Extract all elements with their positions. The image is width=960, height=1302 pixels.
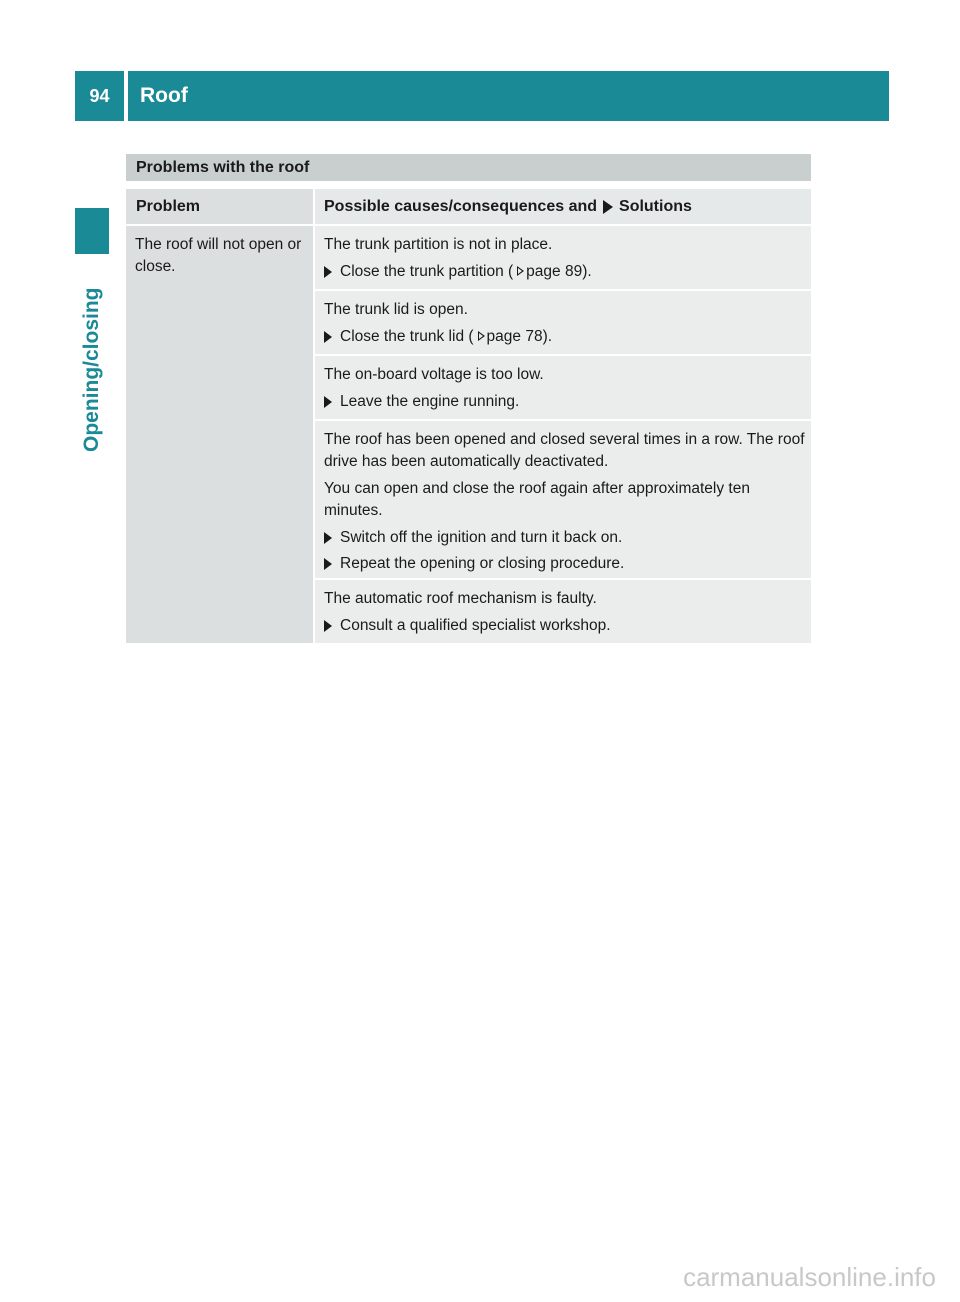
- action-text: Switch off the ignition and turn it back on.: [340, 529, 623, 546]
- section-title-text: Problems with the roof: [136, 158, 310, 176]
- action-arrow-icon: [324, 266, 332, 278]
- action-arrow-icon: [324, 558, 332, 570]
- page-reference[interactable]: page 89: [526, 263, 583, 280]
- action-arrow-icon: [324, 532, 332, 544]
- action-item: [324, 326, 805, 348]
- action-item: [324, 261, 805, 283]
- action-text: Leave the engine running.: [340, 393, 520, 410]
- side-tab-label: Opening/closing: [80, 287, 103, 452]
- table-row: [126, 226, 811, 643]
- cause-block: [315, 580, 811, 643]
- column-header-solutions-suffix: Solutions: [619, 197, 692, 215]
- column-header-problem: Problem: [126, 189, 313, 224]
- page-number: 94: [75, 71, 124, 121]
- page-reference-icon: [478, 331, 485, 341]
- cause-text: The on-board voltage is too low.: [324, 366, 544, 383]
- section-title: [126, 154, 811, 181]
- side-tab-marker: [75, 208, 109, 254]
- cause-block: [315, 291, 811, 356]
- action-item: [324, 391, 805, 413]
- cause-text: The automatic roof mechanism is faulty.: [324, 590, 597, 607]
- action-arrow-icon: [324, 620, 332, 632]
- header-title-text: Roof: [140, 84, 188, 107]
- action-text: Close the trunk partition ( page 89).: [340, 263, 592, 280]
- page-header-title: [128, 71, 889, 121]
- action-text: Consult a qualified specialist workshop.: [340, 617, 611, 634]
- cause-text: You can open and close the roof again after approximately ten minutes.: [324, 480, 750, 519]
- cause-text: The trunk lid is open.: [324, 301, 468, 318]
- problem-cell: The roof will not open or close.: [126, 226, 313, 643]
- cause-block: [315, 226, 811, 291]
- action-arrow-icon: [324, 396, 332, 408]
- cause-block: [315, 356, 811, 421]
- solutions-cell: [315, 226, 811, 643]
- problems-table: [126, 189, 811, 643]
- page-reference-icon: [517, 266, 524, 276]
- cause-text: The trunk partition is not in place.: [324, 236, 553, 253]
- table-header-row: [126, 189, 811, 224]
- cause-text: The roof has been opened and closed several times in a row. The roof drive has been automatically deactivated.: [324, 431, 805, 470]
- action-item: [324, 553, 805, 575]
- watermark: carmanualsonline.info: [683, 1262, 936, 1292]
- action-text: Close the trunk lid ( page 78).: [340, 328, 553, 345]
- action-item: [324, 615, 805, 637]
- action-text: Repeat the opening or closing procedure.: [340, 555, 625, 572]
- cause-block: [315, 421, 811, 580]
- action-arrow-icon: [324, 331, 332, 343]
- page-reference[interactable]: page 78: [486, 328, 543, 345]
- column-header-solutions: [315, 189, 811, 224]
- action-arrow-icon: [603, 200, 613, 214]
- column-header-solutions-prefix: Possible causes/consequences and: [324, 197, 598, 215]
- action-item: [324, 527, 805, 549]
